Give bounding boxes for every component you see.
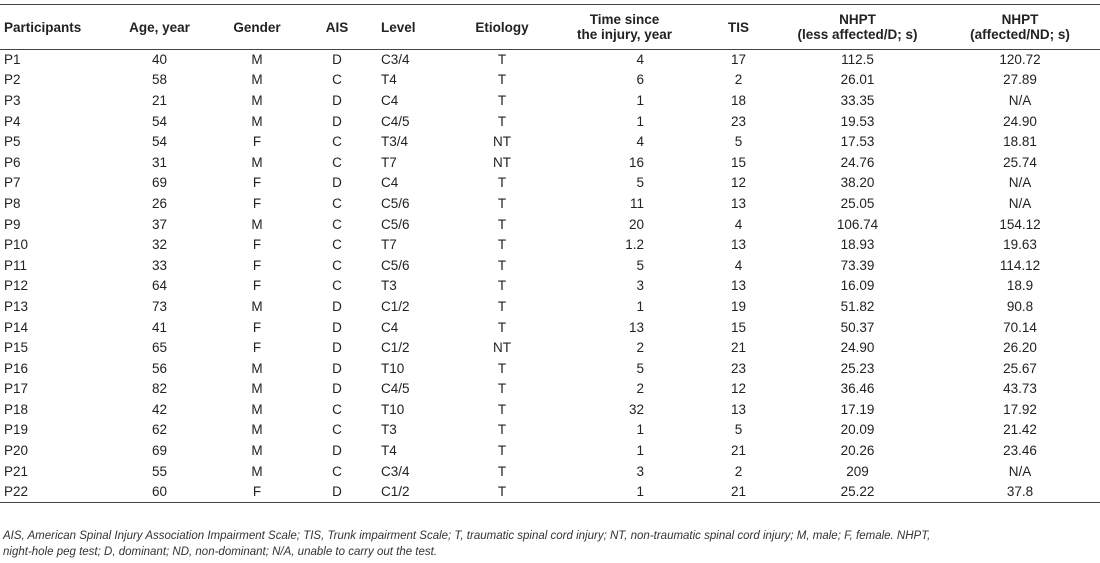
cell-ais: C bbox=[332, 257, 342, 273]
header-nhpt-affected-line: (affected/ND; s) bbox=[970, 27, 1070, 42]
cell-etiology: T bbox=[497, 443, 507, 459]
header-etiology bbox=[457, 5, 547, 50]
cell-gender: M bbox=[251, 463, 263, 479]
cell-tis: 15 bbox=[730, 319, 747, 335]
cell-gender: F bbox=[252, 175, 262, 191]
cell-ais: D bbox=[332, 175, 342, 191]
footnote-line-1: AIS, American Spinal Injury Association Impairment Scale; TIS, Trunk impairment Scale; T, traumatic spinal cord injury; NT, non-traumatic spinal cord injury; M, male; F, female. NHPT, bbox=[3, 530, 931, 542]
header-nhpt-less-affected-line: NHPT bbox=[839, 12, 876, 27]
cell-age: 58 bbox=[151, 72, 168, 88]
cell-age: 26 bbox=[151, 195, 168, 211]
cell-participants: P3 bbox=[4, 92, 21, 108]
cell-nhpt-affected: 25.74 bbox=[1003, 154, 1037, 170]
cell-etiology: T bbox=[497, 319, 507, 335]
cell-gender: M bbox=[251, 113, 263, 129]
table-row bbox=[0, 358, 1100, 379]
table-row bbox=[0, 276, 1100, 297]
table-header bbox=[0, 5, 1100, 50]
cell-nhpt-less-affected: 17.53 bbox=[840, 134, 875, 150]
cell-time-since-injury: 5 bbox=[636, 175, 644, 191]
cell-tis: 5 bbox=[734, 134, 743, 150]
table-row bbox=[0, 420, 1100, 441]
cell-level: C5/6 bbox=[381, 216, 410, 232]
cell-gender: M bbox=[251, 422, 263, 438]
cell-nhpt-less-affected: 18.93 bbox=[840, 237, 875, 253]
cell-age: 73 bbox=[151, 298, 168, 314]
cell-participants: P10 bbox=[4, 237, 29, 253]
cell-participants: P11 bbox=[4, 257, 28, 273]
cell-etiology: T bbox=[497, 422, 507, 438]
header-nhpt-affected bbox=[940, 5, 1100, 50]
table-row bbox=[0, 297, 1100, 318]
cell-level: T7 bbox=[381, 237, 397, 253]
cell-participants: P17 bbox=[4, 381, 29, 397]
cell-ais: C bbox=[332, 154, 342, 170]
cell-age: 21 bbox=[151, 92, 168, 108]
cell-etiology: T bbox=[497, 52, 507, 68]
table-row bbox=[0, 194, 1100, 215]
cell-gender: M bbox=[251, 381, 263, 397]
cell-time-since-injury: 1 bbox=[636, 422, 644, 438]
cell-time-since-injury: 4 bbox=[636, 52, 644, 68]
header-gender bbox=[207, 5, 307, 50]
cell-nhpt-affected: 18.9 bbox=[1006, 278, 1034, 294]
cell-nhpt-affected: 17.92 bbox=[1003, 401, 1037, 417]
cell-nhpt-affected: N/A bbox=[1008, 463, 1032, 479]
cell-gender: F bbox=[252, 134, 262, 150]
cell-etiology: T bbox=[457, 482, 547, 503]
table-row bbox=[0, 132, 1100, 153]
cell-time-since-injury: 11 bbox=[629, 195, 644, 211]
header-tis bbox=[702, 5, 775, 50]
cell-level: C4/5 bbox=[381, 113, 410, 129]
cell-participants: P8 bbox=[4, 195, 21, 211]
cell-etiology: NT bbox=[493, 134, 511, 150]
cell-ais: D bbox=[332, 92, 342, 108]
cell-tis: 13 bbox=[730, 195, 747, 211]
cell-ais: D bbox=[332, 443, 342, 459]
table-footnote bbox=[3, 528, 1097, 560]
cell-age: 32 bbox=[151, 237, 168, 253]
cell-participants: P14 bbox=[4, 319, 29, 335]
cell-etiology: NT bbox=[493, 154, 511, 170]
cell-nhpt-less-affected: 25.05 bbox=[840, 195, 875, 211]
cell-gender: M bbox=[251, 298, 263, 314]
header-ais bbox=[307, 5, 367, 50]
cell-ais: C bbox=[332, 72, 342, 88]
cell-participants: P1 bbox=[4, 52, 21, 68]
cell-gender: M bbox=[251, 216, 263, 232]
cell-gender: M bbox=[251, 92, 263, 108]
cell-ais: D bbox=[332, 113, 342, 129]
cell-time-since-injury: 16 bbox=[628, 154, 644, 170]
cell-tis: 13 bbox=[730, 401, 747, 417]
cell-gender: F bbox=[207, 482, 307, 503]
cell-nhpt-affected: N/A bbox=[1008, 92, 1032, 108]
cell-tis: 21 bbox=[730, 340, 747, 356]
cell-gender: M bbox=[251, 360, 263, 376]
table-row bbox=[0, 338, 1100, 359]
cell-level: T4 bbox=[381, 72, 397, 88]
cell-level: T3 bbox=[381, 278, 397, 294]
cell-nhpt-less-affected: 25.22 bbox=[775, 482, 940, 503]
cell-level: C1/2 bbox=[381, 298, 410, 314]
cell-tis: 12 bbox=[730, 175, 747, 191]
participants-table bbox=[0, 4, 1100, 503]
cell-etiology: T bbox=[497, 257, 507, 273]
cell-time-since-injury: 1 bbox=[636, 298, 644, 314]
cell-etiology: T bbox=[497, 175, 507, 191]
cell-participants: P4 bbox=[4, 113, 21, 129]
table-row bbox=[0, 214, 1100, 235]
cell-gender: F bbox=[252, 195, 262, 211]
cell-ais: D bbox=[332, 319, 342, 335]
cell-nhpt-less-affected: 24.90 bbox=[840, 340, 875, 356]
cell-nhpt-less-affected: 25.23 bbox=[840, 360, 875, 376]
cell-tis: 2 bbox=[734, 463, 743, 479]
cell-time-since-injury: 1 bbox=[547, 482, 702, 503]
cell-time-since-injury: 2 bbox=[636, 340, 644, 356]
header-etiology-line: Etiology bbox=[475, 19, 529, 35]
header-level-line: Level bbox=[381, 19, 416, 35]
cell-nhpt-affected: 27.89 bbox=[1003, 72, 1037, 88]
cell-age: 31 bbox=[151, 154, 168, 170]
cell-time-since-injury: 20 bbox=[628, 216, 644, 232]
header-participants-line: Participants bbox=[4, 19, 82, 35]
cell-nhpt-less-affected: 51.82 bbox=[840, 298, 875, 314]
cell-tis: 4 bbox=[734, 257, 743, 273]
cell-tis: 19 bbox=[730, 298, 747, 314]
cell-gender: M bbox=[251, 52, 263, 68]
cell-tis: 12 bbox=[730, 381, 747, 397]
cell-nhpt-affected: 26.20 bbox=[1003, 340, 1037, 356]
cell-age: 82 bbox=[151, 381, 168, 397]
cell-level: C1/2 bbox=[367, 482, 457, 503]
cell-ais: C bbox=[332, 278, 342, 294]
cell-level: C5/6 bbox=[381, 195, 410, 211]
cell-ais: D bbox=[332, 52, 342, 68]
table-row bbox=[0, 152, 1100, 173]
table-row bbox=[0, 111, 1100, 132]
cell-tis: 4 bbox=[734, 216, 743, 232]
cell-etiology: T bbox=[497, 113, 507, 129]
cell-time-since-injury: 1 bbox=[636, 113, 644, 129]
cell-ais: D bbox=[332, 340, 342, 356]
header-time-since-injury-line: the injury, year bbox=[576, 27, 673, 42]
cell-age: 69 bbox=[151, 443, 168, 459]
cell-time-since-injury: 4 bbox=[636, 134, 644, 150]
cell-age: 54 bbox=[151, 134, 168, 150]
cell-participants: P18 bbox=[4, 401, 29, 417]
header-nhpt-less-affected-line: (less affected/D; s) bbox=[797, 27, 918, 42]
cell-gender: M bbox=[251, 443, 263, 459]
cell-level: T4 bbox=[381, 443, 397, 459]
cell-etiology: T bbox=[497, 237, 507, 253]
cell-nhpt-less-affected: 19.53 bbox=[840, 113, 875, 129]
cell-nhpt-less-affected: 20.09 bbox=[840, 422, 875, 438]
cell-gender: M bbox=[251, 72, 263, 88]
cell-ais: C bbox=[332, 216, 342, 232]
cell-tis: 15 bbox=[730, 154, 747, 170]
cell-time-since-injury: 3 bbox=[636, 278, 644, 294]
cell-gender: F bbox=[252, 340, 262, 356]
cell-tis: 23 bbox=[730, 360, 747, 376]
cell-ais: C bbox=[332, 237, 342, 253]
cell-level: T3 bbox=[381, 422, 397, 438]
table-row bbox=[0, 400, 1100, 421]
cell-nhpt-affected: 25.67 bbox=[1003, 360, 1037, 376]
table-row bbox=[0, 235, 1100, 256]
header-gender-line: Gender bbox=[233, 19, 281, 35]
cell-nhpt-less-affected: 73.39 bbox=[840, 257, 875, 273]
cell-nhpt-less-affected: 16.09 bbox=[840, 278, 875, 294]
cell-nhpt-affected: 120.72 bbox=[999, 52, 1041, 68]
cell-age: 55 bbox=[151, 463, 168, 479]
cell-age: 64 bbox=[151, 278, 168, 294]
cell-time-since-injury: 32 bbox=[628, 401, 644, 417]
cell-nhpt-affected: 37.8 bbox=[940, 482, 1100, 503]
cell-participants: P6 bbox=[4, 154, 21, 170]
cell-nhpt-affected: 23.46 bbox=[1003, 443, 1037, 459]
cell-participants: P16 bbox=[4, 360, 29, 376]
cell-level: C4/5 bbox=[381, 381, 410, 397]
cell-ais: C bbox=[332, 401, 342, 417]
cell-time-since-injury: 1 bbox=[636, 443, 644, 459]
cell-level: C3/4 bbox=[381, 463, 410, 479]
cell-etiology: NT bbox=[493, 340, 511, 356]
cell-ais: D bbox=[307, 482, 367, 503]
cell-time-since-injury: 1 bbox=[636, 92, 644, 108]
cell-gender: F bbox=[252, 257, 262, 273]
cell-etiology: T bbox=[497, 463, 507, 479]
cell-participants: P21 bbox=[4, 463, 29, 479]
header-row bbox=[0, 5, 1100, 50]
cell-etiology: T bbox=[497, 360, 507, 376]
cell-gender: F bbox=[252, 278, 262, 294]
cell-level: C4 bbox=[381, 92, 399, 108]
cell-participants: P15 bbox=[4, 340, 29, 356]
cell-ais: C bbox=[332, 422, 342, 438]
cell-nhpt-affected: 114.12 bbox=[999, 257, 1041, 273]
cell-nhpt-less-affected: 36.46 bbox=[840, 381, 875, 397]
cell-ais: D bbox=[332, 298, 342, 314]
cell-gender: M bbox=[251, 401, 263, 417]
cell-nhpt-less-affected: 38.20 bbox=[840, 175, 875, 191]
cell-gender: F bbox=[252, 319, 262, 335]
cell-nhpt-affected: N/A bbox=[1008, 175, 1032, 191]
cell-time-since-injury: 1.2 bbox=[625, 237, 644, 253]
cell-time-since-injury: 5 bbox=[636, 257, 644, 273]
cell-etiology: T bbox=[497, 195, 507, 211]
cell-age: 60 bbox=[112, 482, 207, 503]
cell-nhpt-affected: N/A bbox=[1008, 195, 1032, 211]
cell-participants: P22 bbox=[0, 482, 112, 503]
table-row bbox=[0, 441, 1100, 462]
cell-level: T10 bbox=[381, 401, 405, 417]
cell-participants: P7 bbox=[4, 175, 21, 191]
cell-etiology: T bbox=[497, 72, 507, 88]
cell-etiology: T bbox=[497, 298, 507, 314]
table-row bbox=[0, 70, 1100, 91]
table-row bbox=[0, 91, 1100, 112]
cell-ais: D bbox=[332, 360, 342, 376]
cell-etiology: T bbox=[497, 381, 507, 397]
cell-level: T10 bbox=[381, 360, 405, 376]
cell-ais: C bbox=[332, 463, 342, 479]
cell-nhpt-less-affected: 112.5 bbox=[841, 52, 874, 68]
cell-nhpt-less-affected: 209 bbox=[846, 463, 869, 479]
cell-level: C4 bbox=[381, 319, 399, 335]
cell-tis: 13 bbox=[730, 237, 747, 253]
header-ais-line: AIS bbox=[325, 19, 349, 35]
cell-nhpt-less-affected: 24.76 bbox=[840, 154, 875, 170]
cell-age: 37 bbox=[151, 216, 168, 232]
cell-etiology: T bbox=[497, 401, 507, 417]
table-row bbox=[0, 173, 1100, 194]
cell-time-since-injury: 13 bbox=[628, 319, 644, 335]
cell-participants: P9 bbox=[4, 216, 21, 232]
header-age bbox=[112, 5, 207, 50]
header-tis-line: TIS bbox=[727, 19, 749, 35]
table-row bbox=[0, 255, 1100, 276]
cell-tis: 13 bbox=[730, 278, 747, 294]
cell-time-since-injury: 6 bbox=[636, 72, 644, 88]
cell-age: 65 bbox=[151, 340, 168, 356]
cell-nhpt-affected: 43.73 bbox=[1003, 381, 1037, 397]
cell-level: C3/4 bbox=[381, 52, 410, 68]
header-age-line: Age, year bbox=[129, 19, 190, 35]
cell-etiology: T bbox=[497, 278, 507, 294]
header-nhpt-less-affected bbox=[775, 5, 940, 50]
header-time-since-injury-line: Time since bbox=[589, 12, 660, 27]
cell-tis: 5 bbox=[734, 422, 743, 438]
cell-age: 56 bbox=[151, 360, 168, 376]
cell-level: C1/2 bbox=[381, 340, 410, 356]
cell-level: T3/4 bbox=[381, 134, 409, 150]
cell-nhpt-less-affected: 26.01 bbox=[840, 72, 875, 88]
cell-gender: F bbox=[252, 237, 262, 253]
cell-ais: D bbox=[332, 381, 342, 397]
cell-ais: C bbox=[332, 195, 342, 211]
cell-age: 42 bbox=[151, 401, 168, 417]
cell-participants: P19 bbox=[4, 422, 29, 438]
cell-etiology: T bbox=[497, 92, 507, 108]
cell-nhpt-affected: 21.42 bbox=[1003, 422, 1037, 438]
cell-nhpt-less-affected: 106.74 bbox=[836, 216, 879, 232]
cell-age: 69 bbox=[151, 175, 168, 191]
header-level bbox=[367, 5, 457, 50]
cell-nhpt-less-affected: 50.37 bbox=[840, 319, 875, 335]
cell-nhpt-affected: 18.81 bbox=[1003, 134, 1037, 150]
cell-nhpt-affected: 19.63 bbox=[1003, 237, 1037, 253]
cell-nhpt-affected: 70.14 bbox=[1003, 319, 1037, 335]
cell-time-since-injury: 2 bbox=[636, 381, 644, 397]
cell-nhpt-less-affected: 17.19 bbox=[840, 401, 875, 417]
table-row bbox=[0, 379, 1100, 400]
cell-age: 40 bbox=[151, 52, 168, 68]
cell-nhpt-affected: 154.12 bbox=[999, 216, 1041, 232]
cell-level: T7 bbox=[381, 154, 397, 170]
table-row bbox=[0, 50, 1100, 71]
cell-tis: 23 bbox=[730, 113, 747, 129]
cell-nhpt-less-affected: 33.35 bbox=[840, 92, 875, 108]
footnote-line-2: night-hole peg test; D, dominant; ND, non-dominant; N/A, unable to carry out the test. bbox=[3, 546, 438, 558]
cell-age: 54 bbox=[151, 113, 168, 129]
table-body bbox=[0, 50, 1100, 503]
cell-tis: 17 bbox=[730, 52, 747, 68]
cell-participants: P5 bbox=[4, 134, 21, 150]
header-nhpt-affected-line: NHPT bbox=[1001, 12, 1039, 27]
cell-etiology: T bbox=[497, 216, 507, 232]
cell-time-since-injury: 5 bbox=[636, 360, 644, 376]
cell-tis: 18 bbox=[730, 92, 747, 108]
cell-ais: C bbox=[332, 134, 342, 150]
cell-age: 62 bbox=[151, 422, 168, 438]
cell-nhpt-affected: 24.90 bbox=[1003, 113, 1037, 129]
cell-participants: P2 bbox=[4, 72, 21, 88]
header-participants bbox=[0, 5, 112, 50]
cell-time-since-injury: 3 bbox=[636, 463, 644, 479]
cell-age: 41 bbox=[151, 319, 168, 335]
cell-nhpt-affected: 90.8 bbox=[1006, 298, 1034, 314]
cell-nhpt-less-affected: 20.26 bbox=[840, 443, 875, 459]
table-row bbox=[0, 461, 1100, 482]
cell-tis: 21 bbox=[730, 443, 747, 459]
table-row bbox=[0, 482, 1100, 503]
cell-tis: 21 bbox=[702, 482, 775, 503]
cell-participants: P12 bbox=[4, 278, 29, 294]
cell-participants: P13 bbox=[4, 298, 29, 314]
cell-tis: 2 bbox=[734, 72, 743, 88]
cell-level: C4 bbox=[381, 175, 399, 191]
cell-level: C5/6 bbox=[381, 257, 410, 273]
header-time-since-injury bbox=[547, 5, 702, 50]
table-row bbox=[0, 317, 1100, 338]
cell-gender: M bbox=[251, 154, 263, 170]
cell-age: 33 bbox=[151, 257, 168, 273]
cell-participants: P20 bbox=[4, 443, 29, 459]
